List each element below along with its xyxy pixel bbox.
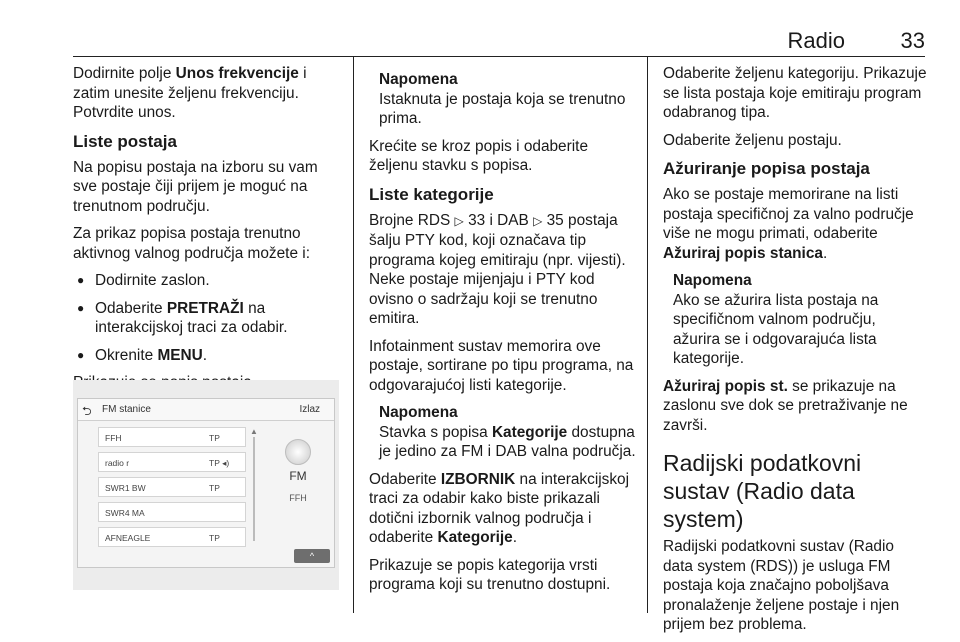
- current-station: FFH: [289, 493, 307, 503]
- paragraph: Za prikaz popisa postaja trenutno aktivnog valnog područja možete i:: [73, 225, 310, 262]
- paragraph: Odaberite željenu kategoriju. Prikazuje se lista postaja koje emitiraju program odabranog tipa.: [663, 65, 927, 121]
- bullet-item: ● Odaberite PRETRAŽI na interakcijskoj traci za odabir.: [73, 299, 345, 338]
- scroll-track: [253, 437, 255, 541]
- station-row: AFNEAGLE TP: [98, 527, 246, 547]
- note-title: Napomena: [379, 71, 458, 88]
- paragraph: Na popisu postaja na izboru su vam sve postaje čiji prijem je moguć na trenutnom području.: [73, 158, 318, 215]
- bullet-item: ● Dodirnite zaslon.: [73, 271, 345, 291]
- back-arrow-icon: ⮌: [82, 404, 92, 418]
- heading-rds: Radijski podatkovni sustav (Radio data system): [663, 450, 862, 532]
- paragraph: Odaberite IZBORNIK na interakcijskoj traci za odabir kako biste prikazali dotični izbornik valnog područja i odaberite Kategorije.: [369, 470, 630, 546]
- note-text: Stavka s popisa Kategorije dostupna je jedino za FM i DAB valna područja.: [379, 423, 636, 460]
- page-number: 33: [900, 28, 925, 53]
- paragraph: Brojne RDS ▷ 33 i DAB ▷ 35 postaja šalju PTY kod, koji označava tip programa kojeg emitiraju (npr. vijesti). Neke postaje mijenjaju i PTY kod ovisno o sadržaju koji se trenutno emitira.: [369, 211, 626, 327]
- note-text: Ako se ažurira lista postaja na specifičnom valnom području, ažurira se i odgovarajuća lista kategorije.: [673, 291, 879, 367]
- heading-liste-postaja: Liste postaja: [73, 131, 177, 151]
- scroll-up-icon: ▲: [250, 427, 258, 436]
- reference-icon: ▷: [454, 213, 464, 228]
- paragraph: Odaberite željenu postaju.: [663, 131, 842, 149]
- paragraph: Dodirnite polje Unos frekvencije i zatim unesite željenu frekvenciju. Potvrdite unos.: [73, 65, 307, 121]
- note-title: Napomena: [673, 272, 752, 289]
- paragraph: Ažuriraj popis st. se prikazuje na zaslonu sve dok se pretraživanje ne završi.: [663, 377, 908, 434]
- column-2: [369, 64, 639, 603]
- screen-frame: [77, 398, 335, 568]
- heading-liste-kategorije: Liste kategorije: [369, 184, 494, 204]
- paragraph: Ako se postaje memorirane na listi postaja specifičnoj za valno područje više ne mogu primati, odaberite Ažuriraj popis stanica.: [663, 186, 914, 262]
- station-row: SWR1 BW TP: [98, 477, 246, 497]
- column-1: [73, 64, 345, 401]
- station-row: SWR4 MA: [98, 502, 246, 522]
- column-divider-2: [647, 57, 648, 613]
- reference-icon: ▷: [533, 213, 543, 228]
- note-title: Napomena: [379, 404, 458, 421]
- note: [673, 271, 927, 369]
- paragraph: Radijski podatkovni sustav (Radio data system (RDS)) je usluga FM postaja koja značajno poboljšava pronalaženje željene postaje i njen prijem bez problema.: [663, 538, 900, 633]
- note: [379, 70, 639, 129]
- screen-title: FM stanice: [102, 404, 151, 415]
- header-title: Radio: [787, 28, 845, 53]
- paragraph: Krećite se kroz popis i odaberite željenu stavku s popisa.: [369, 137, 589, 174]
- exit-label: Izlaz: [299, 404, 320, 415]
- station-row: FFH TP: [98, 427, 246, 447]
- header-rule: [73, 56, 925, 57]
- page-header: [73, 24, 925, 54]
- column-3: [663, 64, 927, 642]
- band-label: FM: [289, 469, 307, 483]
- screen-title-bar: [78, 399, 334, 421]
- station-row: radio r TP ◂): [98, 452, 246, 472]
- band-info: [268, 439, 328, 503]
- column-divider-1: [353, 57, 354, 613]
- note-text: Istaknuta je postaja koja se trenutno prima.: [379, 90, 626, 127]
- heading-azuriranje: Ažuriranje popisa postaja: [663, 159, 870, 178]
- bullet-item: ● Okrenite MENU.: [73, 346, 345, 366]
- scrollbar: [250, 427, 258, 547]
- station-list: [98, 427, 246, 552]
- station-list-screenshot: [73, 380, 339, 590]
- paragraph: Prikazuje se popis kategorija vrsti programa koji su trenutno dostupni.: [369, 556, 611, 593]
- paragraph: Infotainment sustav memorira ove postaje, sortirane po tipu programa, na odgovarajućoj listi kategorije.: [369, 337, 634, 394]
- up-button: ^: [294, 549, 330, 563]
- dial-icon: [285, 439, 311, 465]
- note: [379, 403, 639, 462]
